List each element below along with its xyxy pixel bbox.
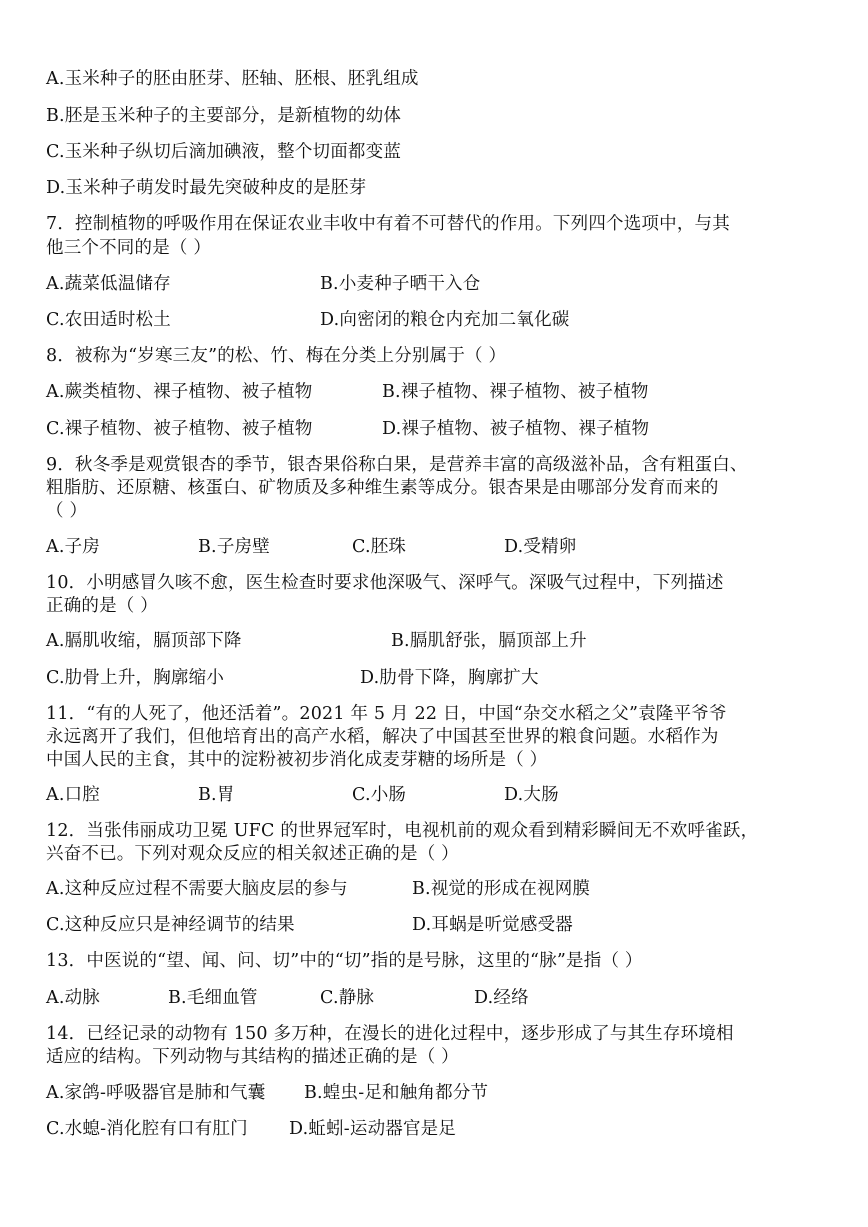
q9-option-c: C.胚珠 (352, 537, 407, 557)
q9-option-b: B.子房壁 (198, 537, 270, 557)
q9-stem-line-3: （ ） (46, 501, 88, 521)
q11-stem-line-1: 11．“有的人死了，他还活着”。2021 年 5 月 22 日，中国“杂交水稻之父”袁隆平爷爷 (46, 704, 727, 724)
q7-stem-line-1: 7．控制植物的呼吸作用在保证农业丰收中有着不可替代的作用。下列四个选项中，与其 (46, 214, 730, 234)
q14-option-b: B.蝗虫-足和触角都分节 (304, 1083, 489, 1103)
q7-row-1 (46, 273, 481, 295)
q10-option-c: C.肋骨上升，胸廓缩小 (46, 668, 225, 688)
q8-option-c: C.裸子植物、被子植物、被子植物 (46, 419, 313, 439)
q6-option-d: D.玉米种子萌发时最先突破种皮的是胚芽 (46, 178, 367, 198)
q13-stem: 13．中医说的“望、闻、问、切”中的“切”指的是号脉，这里的“脉”是指（ ） (46, 951, 643, 971)
q11-option-d: D.大肠 (504, 785, 559, 805)
q8-option-b: B.裸子植物、裸子植物、被子植物 (382, 382, 649, 402)
q13-option-b: B.毛细血管 (168, 988, 258, 1008)
q8-row-2 (46, 418, 650, 440)
q9-stem-line-2: 粗脂肪、还原糖、核蛋白、矿物质及多种维生素等成分。银杏果是由哪部分发育而来的 (46, 478, 719, 498)
q14-row-2 (46, 1118, 457, 1140)
q14-stem-line-1: 14．已经记录的动物有 150 多万种，在漫长的进化过程中，逐步形成了与其生存环境相 (46, 1024, 734, 1044)
q6-option-a: A.玉米种子的胚由胚芽、胚轴、胚根、胚乳组成 (46, 69, 419, 89)
q8-row-1 (46, 381, 649, 403)
q8-stem: 8．被称为“岁寒三友”的松、竹、梅在分类上分别属于（ ） (46, 346, 507, 366)
q11-option-c: C.小肠 (352, 785, 407, 805)
q6-option-c: C.玉米种子纵切后滴加碘液，整个切面都变蓝 (46, 142, 402, 162)
q13-options-row (46, 987, 529, 1009)
q12-row-2 (46, 914, 573, 936)
q11-options-row (46, 784, 559, 806)
q11-option-b: B.胃 (198, 785, 235, 805)
q12-option-d: D.耳蜗是听觉感受器 (412, 915, 573, 935)
q7-option-b: B.小麦种子晒干入仓 (320, 274, 481, 294)
q7-option-a: A.蔬菜低温储存 (46, 274, 171, 294)
q10-option-d: D.肋骨下降，胸廓扩大 (360, 668, 539, 688)
q7-stem-line-2: 他三个不同的是（ ） (46, 238, 212, 258)
q7-option-d: D.向密闭的粮仓内充加二氧化碳 (320, 310, 570, 330)
q13-option-c: C.静脉 (320, 988, 375, 1008)
q10-row-2 (46, 667, 539, 689)
q14-option-c: C.水螅-消化腔有口有肛门 (46, 1119, 248, 1139)
q12-option-c: C.这种反应只是神经调节的结果 (46, 915, 295, 935)
q14-stem-line-2: 适应的结构。下列动物与其结构的描述正确的是（ ） (46, 1047, 459, 1067)
q12-option-b: B.视觉的形成在视网膜 (412, 879, 591, 899)
q13-option-a: A.动脉 (46, 988, 101, 1008)
q7-option-c: C.农田适时松土 (46, 310, 171, 330)
q12-stem-line-2: 兴奋不已。下列对观众反应的相关叙述正确的是（ ） (46, 844, 459, 864)
q11-stem-line-2: 永远离开了我们，但他培育出的高产水稻，解决了中国甚至世界的粮食问题。水稻作为 (46, 727, 719, 747)
q11-stem-line-3: 中国人民的主食，其中的淀粉被初步消化成麦芽糖的场所是（ ） (46, 750, 548, 770)
q14-option-a: A.家鸽-呼吸器官是肺和气囊 (46, 1083, 266, 1103)
q14-option-d: D.蚯蚓-运动器官是足 (289, 1119, 457, 1139)
q12-option-a: A.这种反应过程不需要大脑皮层的参与 (46, 879, 348, 899)
q9-option-a: A.子房 (46, 537, 101, 557)
q10-stem-line-1: 10．小明感冒久咳不愈，医生检查时要求他深吸气、深呼气。深吸气过程中，下列描述 (46, 573, 724, 593)
q8-option-a: A.蕨类植物、裸子植物、被子植物 (46, 382, 313, 402)
q13-option-d: D.经络 (474, 988, 529, 1008)
q8-option-d: D.裸子植物、被子植物、裸子植物 (382, 419, 650, 439)
q12-row-1 (46, 878, 591, 900)
q7-row-2 (46, 309, 570, 331)
q9-stem-line-1: 9．秋冬季是观赏银杏的季节，银杏果俗称白果，是营养丰富的高级滋补品，含有粗蛋白、 (46, 455, 748, 475)
q10-option-b: B.膈肌舒张，膈顶部上升 (391, 631, 587, 651)
q10-option-a: A.膈肌收缩，膈顶部下降 (46, 631, 242, 651)
q9-option-d: D.受精卵 (504, 537, 577, 557)
q10-row-1 (46, 630, 587, 652)
q14-row-1 (46, 1082, 489, 1104)
q11-option-a: A.口腔 (46, 785, 101, 805)
q6-option-b: B.胚是玉米种子的主要部分，是新植物的幼体 (46, 106, 402, 126)
q9-options-row (46, 536, 577, 558)
q10-stem-line-2: 正确的是（ ） (46, 596, 158, 616)
q12-stem-line-1: 12．当张伟丽成功卫冕 UFC 的世界冠军时，电视机前的观众看到精彩瞬间无不欢呼雀跃， (46, 821, 759, 841)
